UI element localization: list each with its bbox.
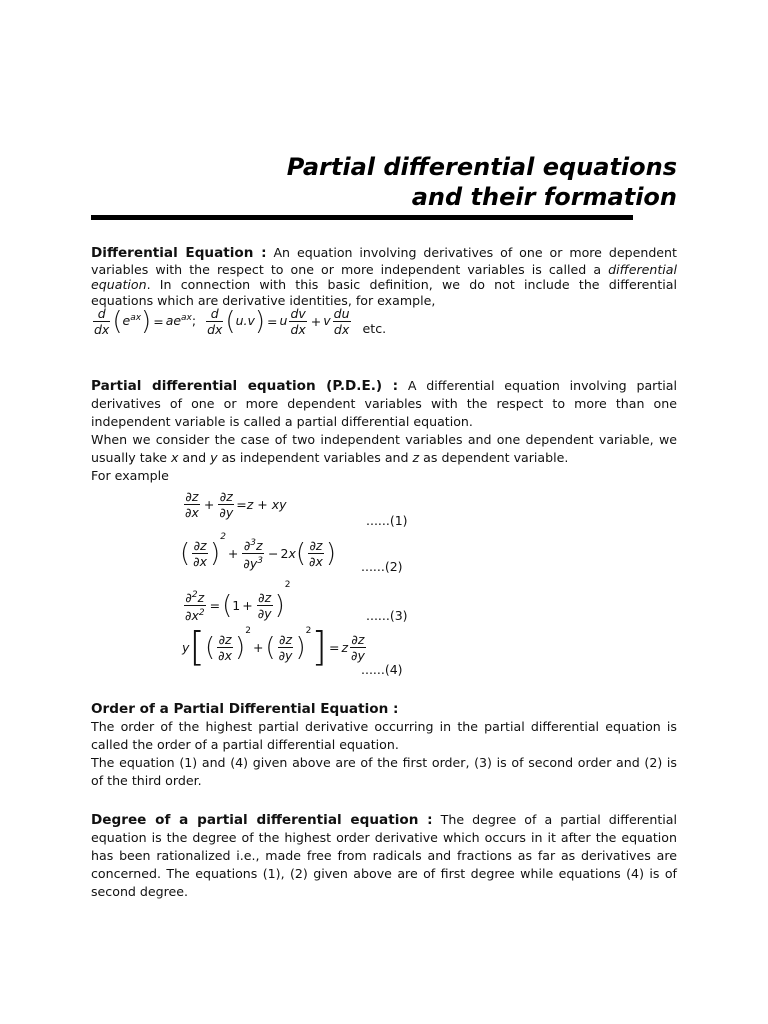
title-rule: [91, 215, 633, 220]
order-text-2: The equation (1) and (4) given above are of the first order, (3) is of second order and (2) is of the third order.: [91, 755, 677, 788]
degree-text: The degree of a partial differential equation is the degree of the highest order derivative which occurs in it after the equation has been rationalized i.e., made free from radicals and fractions as far as derivatives are concerned. The equations (1), (2) given above are of first degree while equations (4) is of second degree.: [91, 812, 677, 899]
order-section: [91, 700, 677, 790]
de-example-suffix: etc.: [362, 321, 387, 336]
order-text-1: The order of the highest partial derivative occurring in the partial differential equation is called the order of a partial differential equation.: [91, 719, 677, 752]
equation-3: $\frac{\partial^2z}{\partial x^2}$ =(1 + $\frac{\partial z}{\partial y}$ )$^2$: [185, 580, 291, 624]
equation-2-number: ......(2): [361, 559, 403, 574]
pde-definition: [91, 377, 677, 485]
eq1-rhs: =z + xy: [236, 497, 287, 512]
de-definition: [91, 245, 677, 308]
and-text: and: [178, 450, 211, 465]
title-line-2: and their formation: [411, 183, 677, 211]
degree-section: [91, 811, 677, 901]
de-text-1: An equation involving derivatives of one or more dependent variables with the respect to one or more independent variables is called a: [91, 245, 677, 277]
pde-heading: Partial differential equation (P.D.E.) :: [91, 378, 399, 394]
degree-heading: Degree of a partial differential equation :: [91, 812, 433, 828]
equation-2: ( $\frac{\partial z}{\partial x}$ )$^2$+ $\frac{\partial^3z}{\partial y^3}$ − 2x( $\frac{\partial z}{\partial x}$ ): [180, 532, 337, 572]
de-term: differential equation: [91, 261, 677, 292]
for-example: For example: [91, 468, 169, 483]
equation-4: y[( $\frac{\partial z}{\partial x}$ )$^2$+( $\frac{\partial z}{\partial y}$ )$^2$] = z $\frac{\partial z}{\partial y}$: [182, 624, 365, 671]
var-z: z: [412, 450, 420, 465]
d-dx-fraction: $\frac{d}{dx}$: [94, 306, 110, 337]
de-text-2: . In connection with this basic definition, we do not include the differential equations which are derivative identities, for example,: [91, 277, 677, 308]
equation-1: $\frac{\partial z}{\partial x}$ + $\frac{\partial z}{\partial y}$ =z + xy: [185, 489, 287, 520]
var-y: y: [210, 450, 222, 465]
page-title: [287, 152, 677, 212]
order-heading: Order of a Partial Differential Equation :: [91, 701, 399, 717]
var-x: x: [170, 450, 179, 465]
equation-1-number: ......(1): [366, 513, 408, 528]
pde-text-2a: When we consider the case of two independent variables and one dependent variable, we usually take: [91, 432, 677, 465]
de-example-identities: $\frac{d}{dx}$ $(e^{ax}) = ae^{ax}$; $\frac{d}{dx}$ (u.v) = u $\frac{dv}{dx}$ + v $\frac{du}{dx}$ etc.: [94, 306, 387, 337]
equation-3-number: ......(3): [366, 608, 408, 623]
d-dx-fraction-2: $\frac{d}{dx}$: [207, 306, 223, 337]
pde-text-1: A differential equation involving partial derivatives of one or more dependent variables with the respect to more than one independent variable is called a partial differential equation.: [91, 378, 677, 429]
title-line-1: Partial differential equations: [286, 153, 677, 181]
pde-text-2c: as dependent variable.: [419, 450, 569, 465]
pde-text-2b: as independent variables and: [221, 450, 413, 465]
de-heading: Differential Equation :: [91, 245, 267, 261]
equation-4-number: ......(4): [361, 662, 403, 677]
